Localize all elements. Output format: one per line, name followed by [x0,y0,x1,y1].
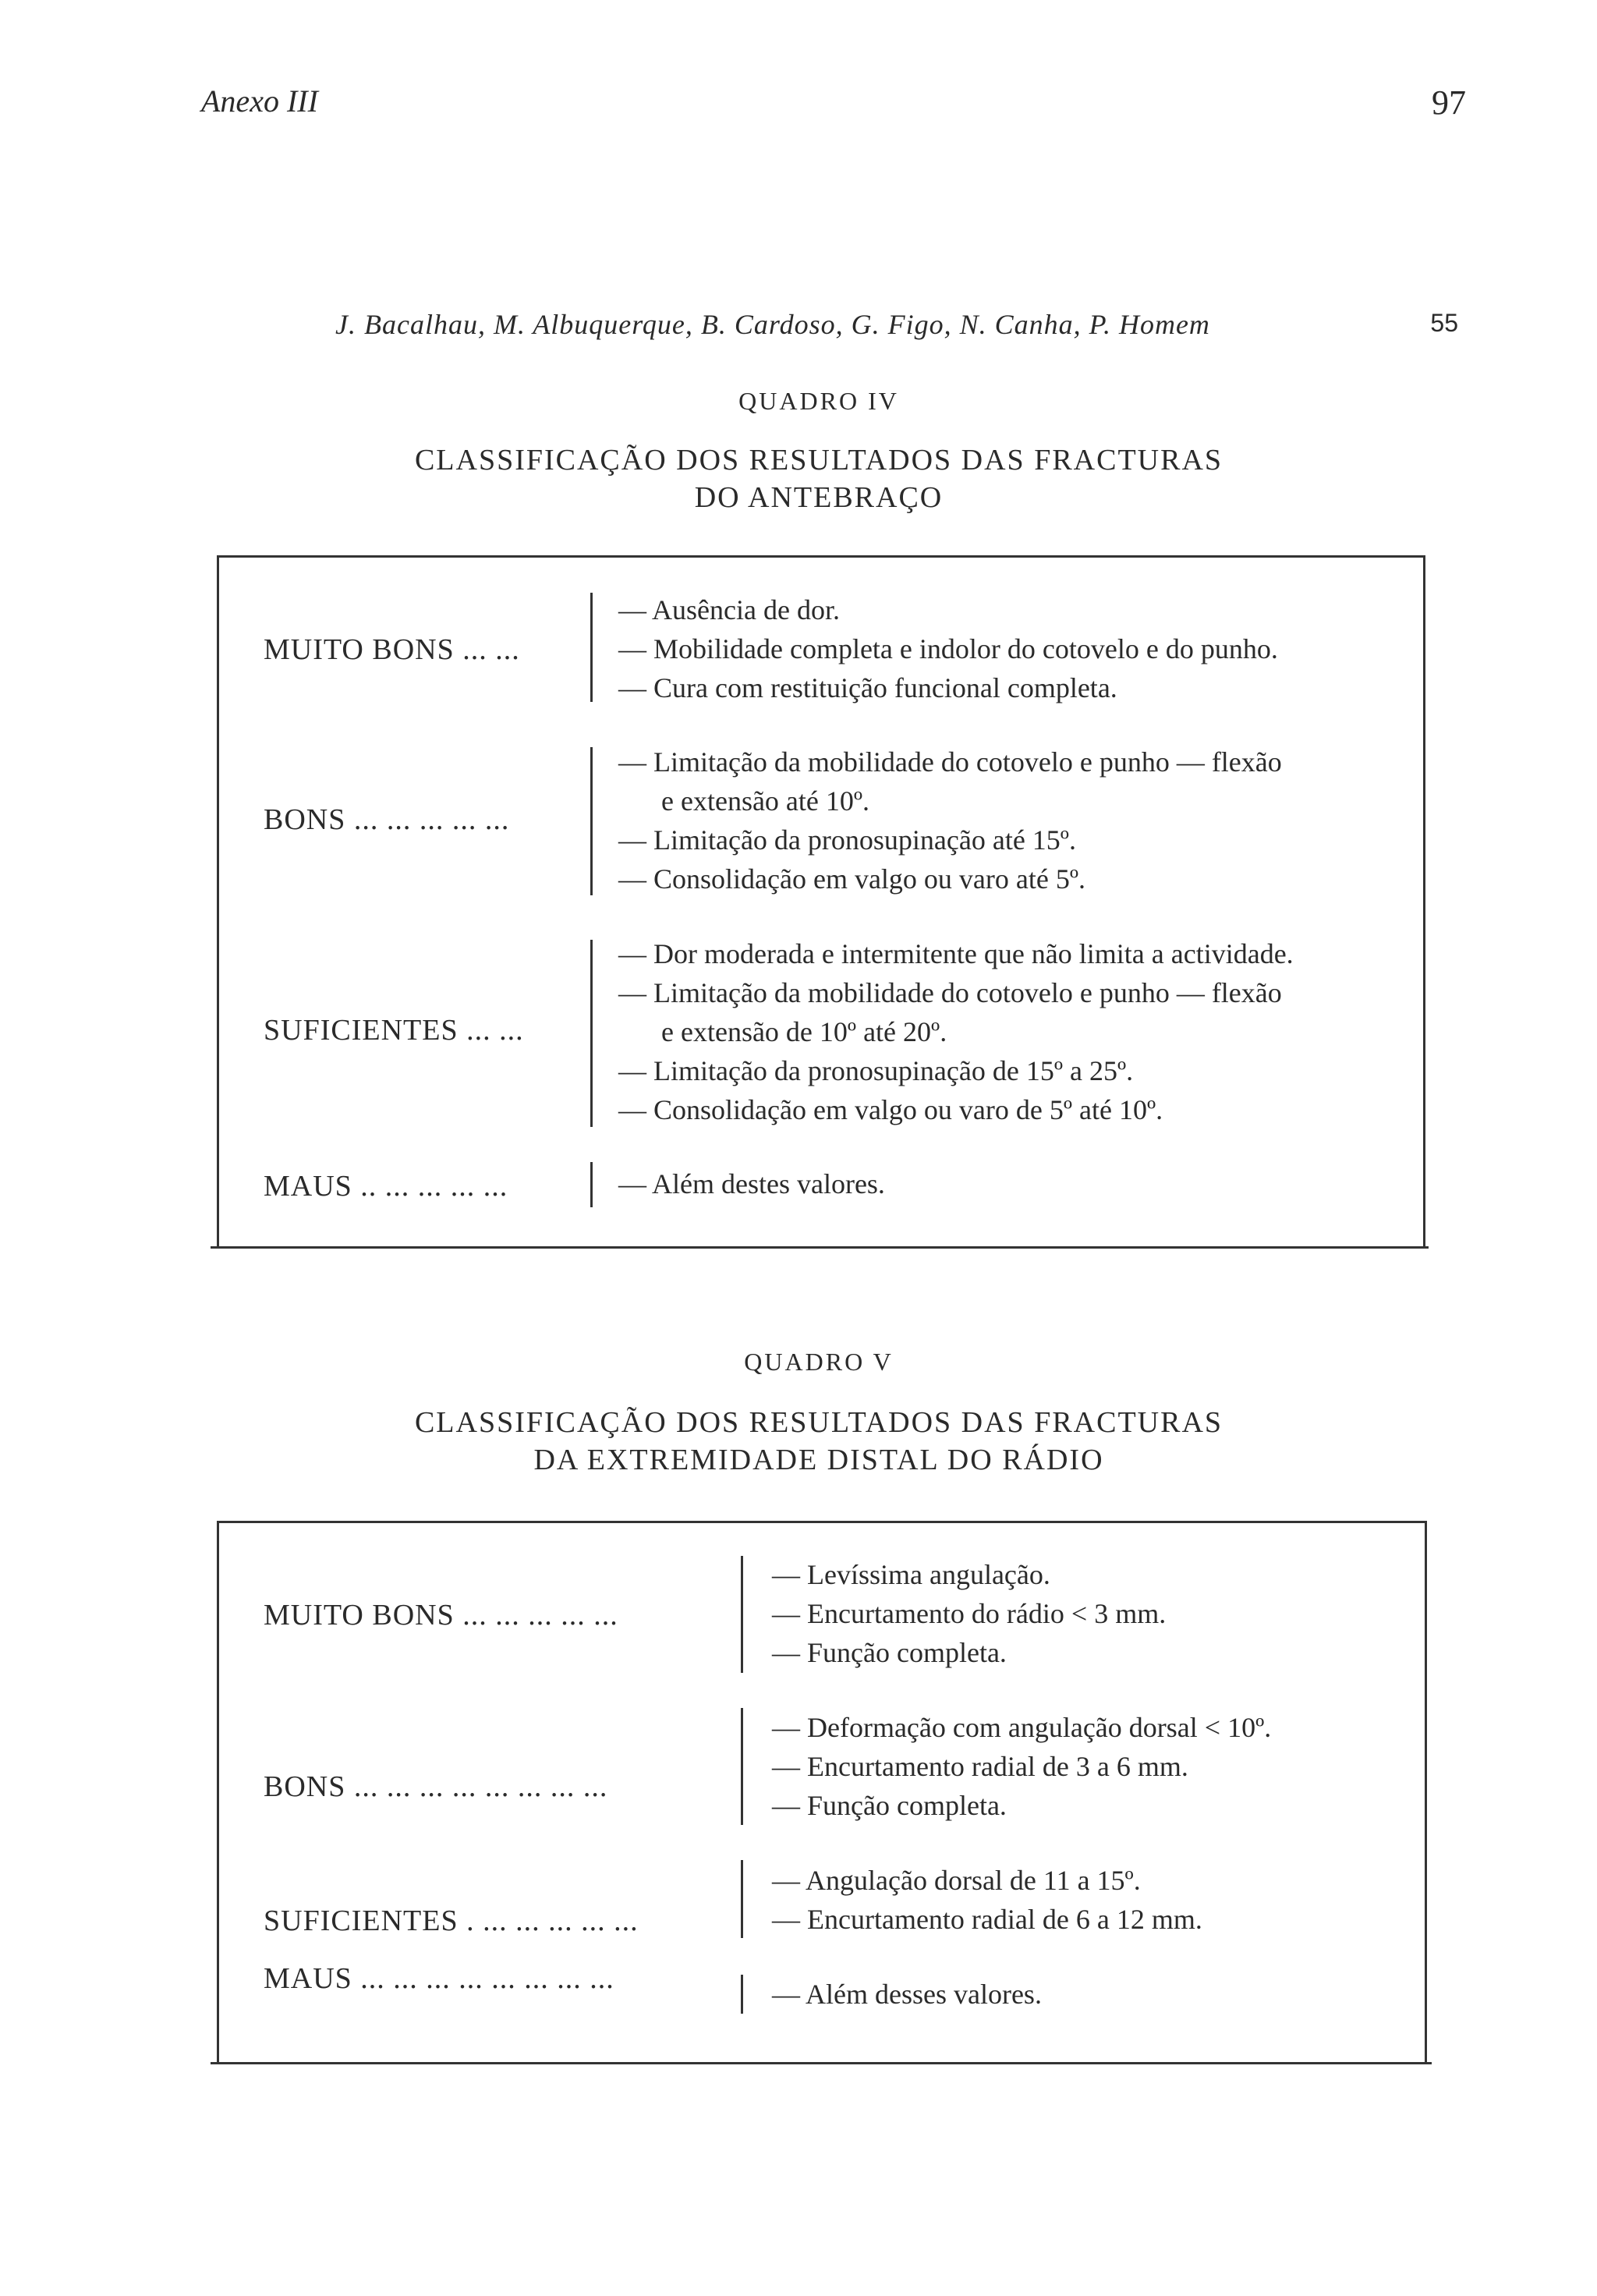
criterion-line: — Dor moderada e intermitente que não limita a actividade. [618,938,1294,969]
bracket-bar [590,940,593,1127]
criterion-line: — Além desses valores. [772,1979,1042,2010]
criterion-line: — Limitação da pronosupinação até 15º. [618,824,1076,856]
bracket-bar [741,1860,743,1938]
criterion-line: — Angulação dorsal de 11 a 15º. [772,1865,1141,1896]
category-label: MAUS ... ... ... ... ... ... ... ... [264,1962,614,1995]
criteria-list [618,1164,885,1203]
bracket-bar [741,1556,743,1673]
quadro-v-label: QUADRO V [744,1348,894,1376]
criterion-line: — Mobilidade completa e indolor do cotovelo e do punho. [618,633,1278,664]
criterion-line: — Além destes valores. [618,1168,885,1199]
bracket-bar [741,1708,743,1825]
bracket-bar [590,747,593,895]
criterion-line: — Consolidação em valgo ou varo até 5º. [618,863,1086,895]
criterion-line: — Função completa. [772,1637,1007,1668]
bracket-bar [590,1162,593,1207]
criterion-line: — Cura com restituição funcional completa. [618,672,1117,703]
quadro-v-heading-line2: DA EXTREMIDADE DISTAL DO RÁDIO [533,1444,1104,1476]
quadro-iv-heading-line2: DO ANTEBRAÇO [694,481,944,514]
category-label: SUFICIENTES ... ... [264,1014,524,1047]
table-bottom-rule [211,2062,1432,2064]
quadro-iv-label: QUADRO IV [738,387,899,415]
bracket-bar [590,593,593,702]
category-label: BONS ... ... ... ... ... ... ... ... [264,1770,608,1803]
criteria-list [772,1975,1042,2014]
criteria-list [772,1708,1271,1825]
category-label: MAUS .. ... ... ... ... [264,1170,508,1203]
category-label: SUFICIENTES . ... ... ... ... ... [264,1904,639,1937]
category-label: MUITO BONS ... ... [264,633,520,666]
criterion-line: — Limitação da mobilidade do cotovelo e punho — flexão [618,977,1282,1008]
criterion-line: — Encurtamento do rádio < 3 mm. [772,1598,1167,1629]
criterion-line: — Consolidação em valgo ou varo de 5º até 10º. [618,1094,1163,1125]
criterion-line: — Encurtamento radial de 6 a 12 mm. [772,1904,1202,1935]
criterion-line: — Ausência de dor. [618,594,840,625]
criterion-line: — Limitação da mobilidade do cotovelo e punho — flexão [618,746,1282,778]
original-page-number: 55 [1430,309,1458,337]
article-authors: J. Bacalhau, M. Albuquerque, B. Cardoso, G. Figo, N. Canha, P. Homem [335,309,1210,340]
category-label: MUITO BONS ... ... ... ... ... [264,1599,618,1632]
category-label: BONS ... ... ... ... ... [264,803,510,836]
running-title: Anexo III [201,83,318,119]
criterion-line: e extensão até 10º. [661,785,870,817]
page-number: 97 [1432,83,1466,122]
criterion-line: e extensão de 10º até 20º. [661,1016,947,1047]
bracket-bar [741,1975,743,2014]
criteria-list [772,1861,1202,1939]
criterion-line: — Encurtamento radial de 3 a 6 mm. [772,1751,1188,1782]
criteria-list [618,934,1294,1129]
criteria-list [772,1555,1166,1672]
table-bottom-rule [211,1246,1429,1249]
quadro-v-heading-line1: CLASSIFICAÇÃO DOS RESULTADOS DAS FRACTURAS [414,1406,1223,1439]
criteria-list [618,742,1282,898]
quadro-iv-heading-line1: CLASSIFICAÇÃO DOS RESULTADOS DAS FRACTURAS [414,444,1223,477]
criterion-line: — Função completa. [772,1790,1007,1821]
criterion-line: — Deformação com angulação dorsal < 10º. [772,1712,1272,1743]
criteria-list [618,590,1278,707]
criterion-line: — Limitação da pronosupinação de 15º a 25º. [618,1055,1134,1086]
criterion-line: — Levíssima angulação. [772,1559,1050,1590]
